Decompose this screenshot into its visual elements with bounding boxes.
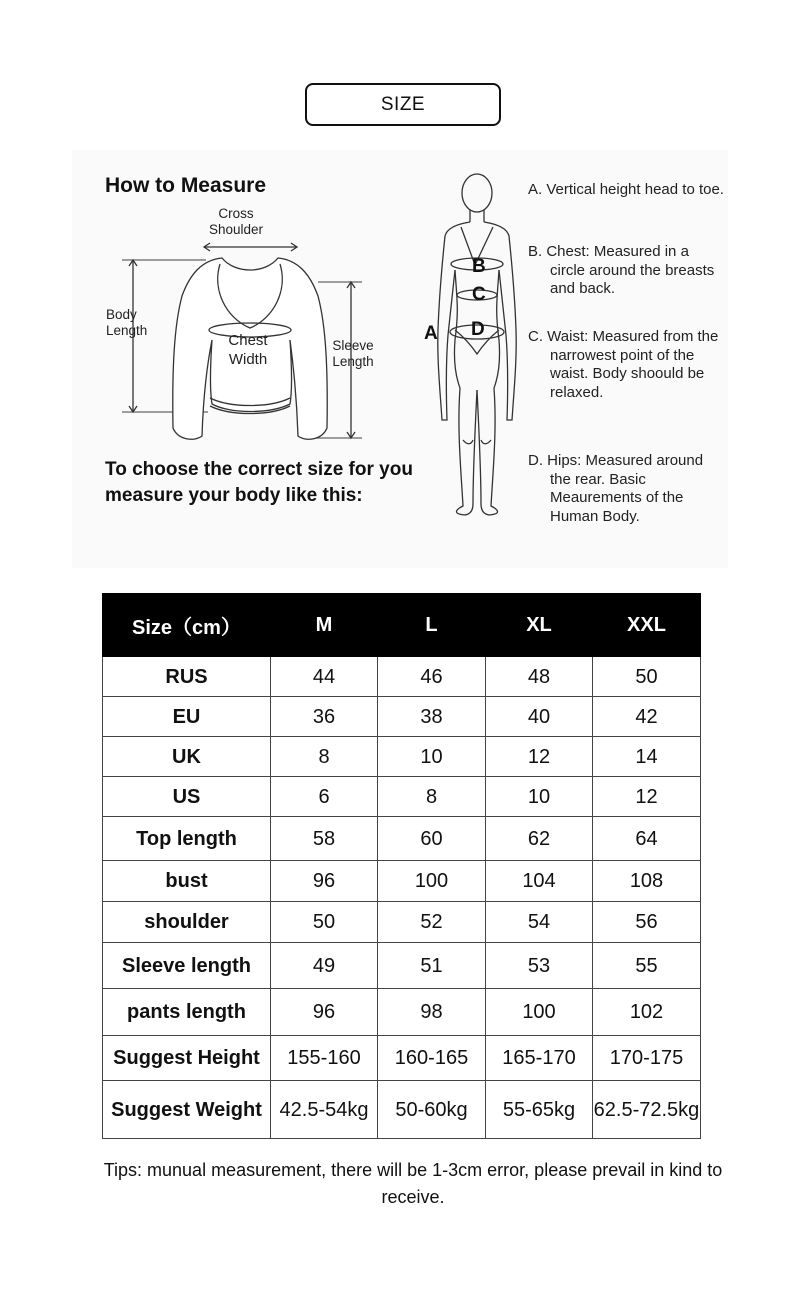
table-cell: 52 [378, 902, 486, 943]
body-figure [415, 170, 525, 522]
table-cell: 104 [486, 861, 593, 902]
table-row [103, 697, 701, 737]
desc-c: C. Waist: Measured from the narrowest point of the waist. Body shoould be relaxed. [528, 328, 719, 401]
sleeve-length-label: Sleeve Length [332, 338, 374, 369]
table-cell: 42 [593, 697, 701, 737]
table-cell: 38 [378, 697, 486, 737]
header-xxl: XXL [593, 594, 701, 657]
table-cell: 53 [486, 943, 593, 989]
table-cell: 8 [271, 737, 378, 777]
table-cell: 50 [271, 902, 378, 943]
table-cell: 42.5-54kg [271, 1081, 378, 1139]
how-to-measure-title: How to Measure [105, 174, 267, 197]
row-label: UK [103, 737, 271, 777]
row-label: pants length [103, 989, 271, 1036]
row-label: Sleeve length [103, 943, 271, 989]
table-cell: 62.5-72.5kg [593, 1081, 701, 1139]
row-label: bust [103, 861, 271, 902]
table-row [103, 657, 701, 697]
chest-width-label: Chest Width [228, 332, 268, 368]
marker-a: A [424, 323, 438, 344]
table-cell: 36 [271, 697, 378, 737]
table-row [103, 989, 701, 1036]
row-label: RUS [103, 657, 271, 697]
row-label: shoulder [103, 902, 271, 943]
marker-b: B [472, 256, 486, 277]
body-length-label: Body Length [106, 307, 148, 338]
instruction-text: To choose the correct size for you measure your body like this: [105, 459, 413, 506]
table-cell: 46 [378, 657, 486, 697]
table-row [103, 902, 701, 943]
marker-d: D [471, 319, 485, 340]
table-cell: 10 [486, 777, 593, 817]
desc-b: B. Chest: Measured in a circle around the breasts and back. [528, 243, 715, 297]
table-cell: 14 [593, 737, 701, 777]
table-row [103, 1081, 701, 1139]
row-label: Suggest Weight [103, 1081, 271, 1139]
row-label: Top length [103, 817, 271, 861]
table-cell: 98 [378, 989, 486, 1036]
table-cell: 6 [271, 777, 378, 817]
table-cell: 55 [593, 943, 701, 989]
cross-shoulder-label: Cross Shoulder [208, 206, 264, 237]
table-cell: 155-160 [271, 1036, 378, 1081]
table-cell: 10 [378, 737, 486, 777]
row-label: Suggest Height [103, 1036, 271, 1081]
table-row [103, 861, 701, 902]
row-label: US [103, 777, 271, 817]
table-cell: 8 [378, 777, 486, 817]
desc-d: D. Hips: Measured around the rear. Basic Meaurements of the Human Body. [528, 452, 704, 525]
table-row [103, 777, 701, 817]
table-cell: 54 [486, 902, 593, 943]
table-row [103, 737, 701, 777]
table-cell: 96 [271, 989, 378, 1036]
table-cell: 64 [593, 817, 701, 861]
table-row [103, 817, 701, 861]
table-cell: 49 [271, 943, 378, 989]
table-cell: 48 [486, 657, 593, 697]
table-row [103, 943, 701, 989]
table-cell: 100 [486, 989, 593, 1036]
table-cell: 58 [271, 817, 378, 861]
table-cell: 50-60kg [378, 1081, 486, 1139]
table-cell: 40 [486, 697, 593, 737]
table-cell: 102 [593, 989, 701, 1036]
tips-text: Tips: munual measurement, there will be 1-3cm error, please prevail in kind to receive. [103, 1160, 723, 1207]
table-cell: 50 [593, 657, 701, 697]
header-m: M [271, 594, 378, 657]
table-cell: 44 [271, 657, 378, 697]
table-cell: 56 [593, 902, 701, 943]
header-xl: XL [486, 594, 593, 657]
table-cell: 160-165 [378, 1036, 486, 1081]
table-cell: 55-65kg [486, 1081, 593, 1139]
header-size: Size（cm） [103, 594, 271, 657]
table-cell: 12 [486, 737, 593, 777]
table-cell: 62 [486, 817, 593, 861]
table-cell: 51 [378, 943, 486, 989]
table-row [103, 1036, 701, 1081]
marker-c: C [472, 284, 486, 305]
size-table [102, 593, 701, 1139]
header-l: L [378, 594, 486, 657]
size-button[interactable]: SIZE [305, 83, 501, 126]
table-header-row [103, 594, 701, 657]
table-cell: 60 [378, 817, 486, 861]
row-label: EU [103, 697, 271, 737]
desc-a: A. Vertical height head to toe. [528, 181, 724, 198]
table-cell: 100 [378, 861, 486, 902]
table-cell: 165-170 [486, 1036, 593, 1081]
table-cell: 12 [593, 777, 701, 817]
table-cell: 108 [593, 861, 701, 902]
table-cell: 170-175 [593, 1036, 701, 1081]
table-cell: 96 [271, 861, 378, 902]
